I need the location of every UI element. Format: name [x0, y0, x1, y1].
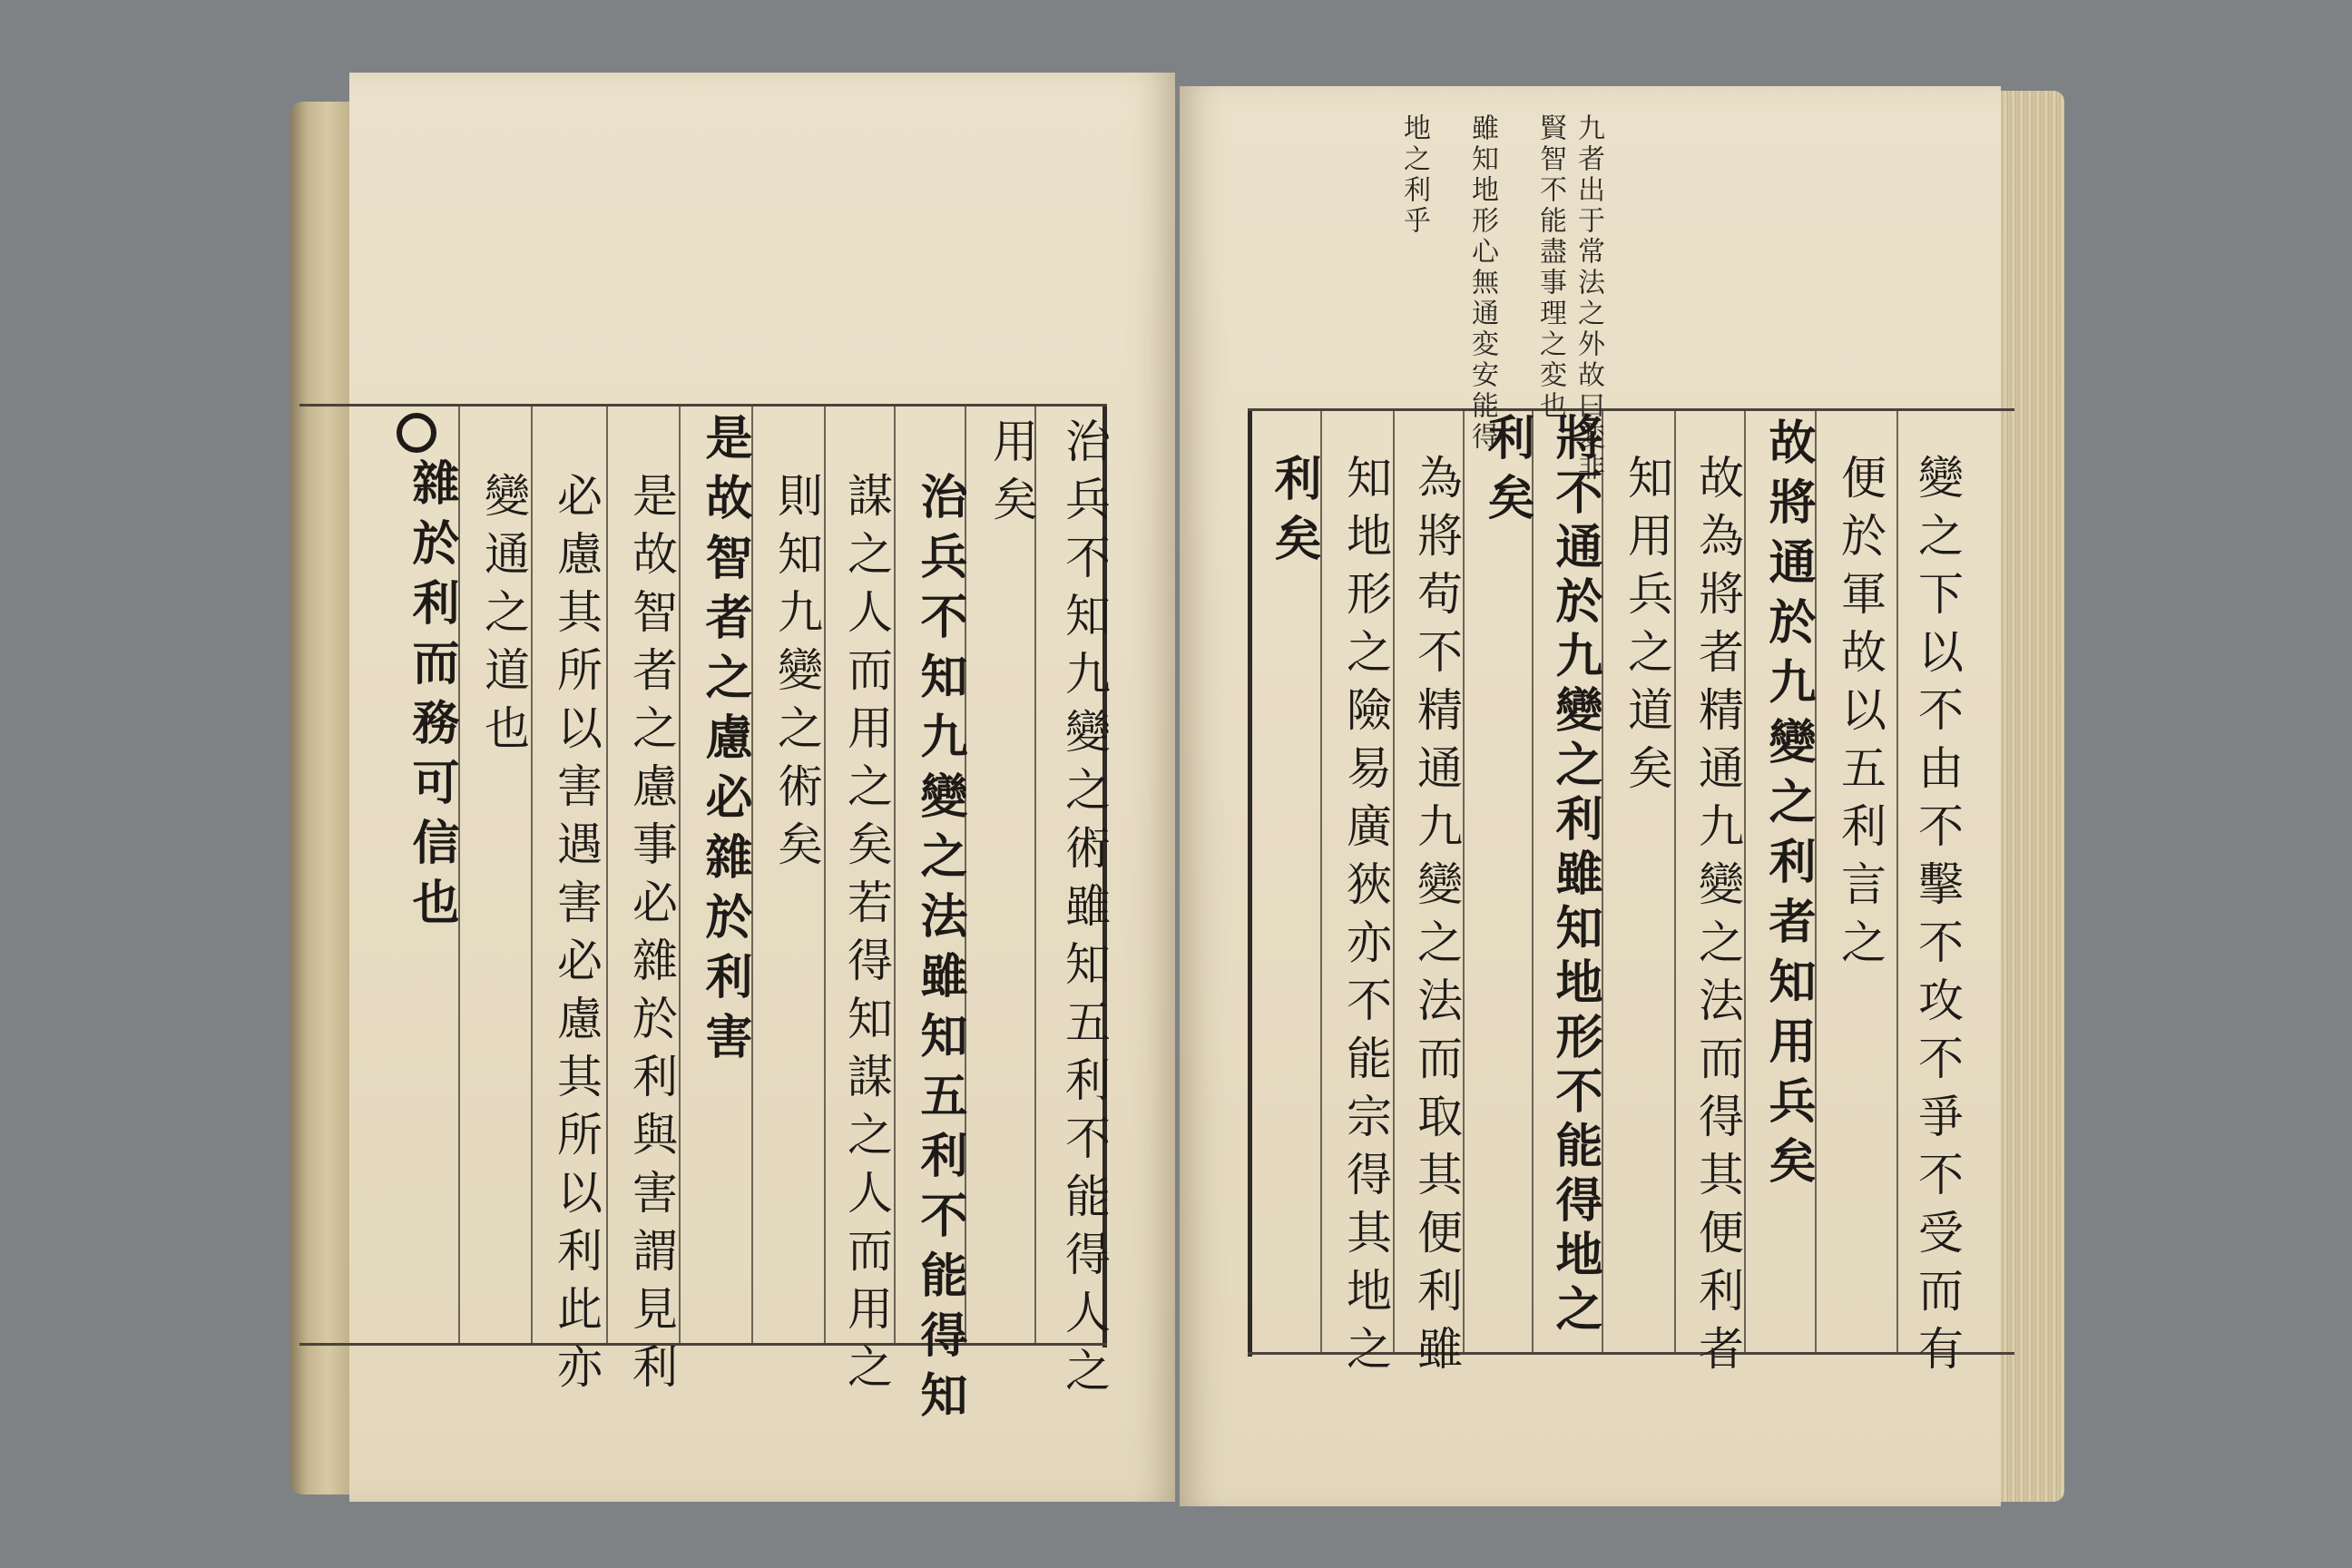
left-column-10: 雜於利而務可信也 [404, 458, 459, 937]
left-bottom-rule [299, 1343, 1107, 1346]
left-column-9: 變通之道也 [477, 472, 530, 762]
right-top-rule [1248, 408, 2014, 411]
right-column-5: 知用兵之道矣 [1621, 454, 1673, 802]
right-column-6: 將不通於九變之利雖知地形不能得地之 [1547, 413, 1602, 1338]
left-top-rule [299, 404, 1107, 407]
right-note-2: 賢智不能盡事理之変也 [1534, 113, 1566, 422]
section-circle-mark [397, 413, 436, 453]
left-column-7: 是故智者之慮事必雜於利與害謂見利 [625, 472, 678, 1401]
right-column-10: 利矣 [1266, 454, 1321, 573]
right-column-2: 便於軍故以五利言之 [1834, 454, 1886, 976]
right-column-4: 故為將者精通九變之法而得其便利者 [1691, 454, 1744, 1383]
right-note-3: 雖知地形心無通変安能得 [1466, 113, 1498, 453]
right-column-3: 故將通於九變之利者知用兵矣 [1760, 417, 1816, 1196]
left-column-4: 謀之人而用之矣若得知謀之人而用之 [840, 472, 893, 1401]
right-column-rule [1896, 411, 1898, 1352]
right-column-7: 利矣 [1479, 413, 1534, 533]
left-column-1: 治兵不知九變之術雖知五利不能得人之 [1058, 417, 1111, 1405]
right-note-1: 九者出于常法之外故曰変非 [1573, 113, 1604, 484]
right-column-9: 知地形之險易廣狹亦不能宗得其地之 [1339, 454, 1392, 1383]
left-column-rule [1034, 407, 1036, 1343]
right-column-1: 變之下以不由不擊不攻不爭不受而有 [1911, 454, 1964, 1383]
book-spine-edge [290, 102, 358, 1494]
right-column-8: 為將苟不精通九變之法而取其便利雖 [1410, 454, 1463, 1383]
left-column-3: 治兵不知九變之法雖知五利不能得知 [912, 472, 967, 1430]
left-column-8: 必慮其所以害遇害必慮其所以利此亦 [550, 472, 603, 1401]
left-column-2: 用矣 [985, 417, 1038, 534]
left-column-6: 是故智者之慮必雜於利害 [697, 413, 752, 1072]
right-note-4: 地之利乎 [1398, 113, 1430, 237]
right-column-rule [1532, 411, 1534, 1352]
left-column-5: 則知九變之術矣 [770, 472, 823, 878]
